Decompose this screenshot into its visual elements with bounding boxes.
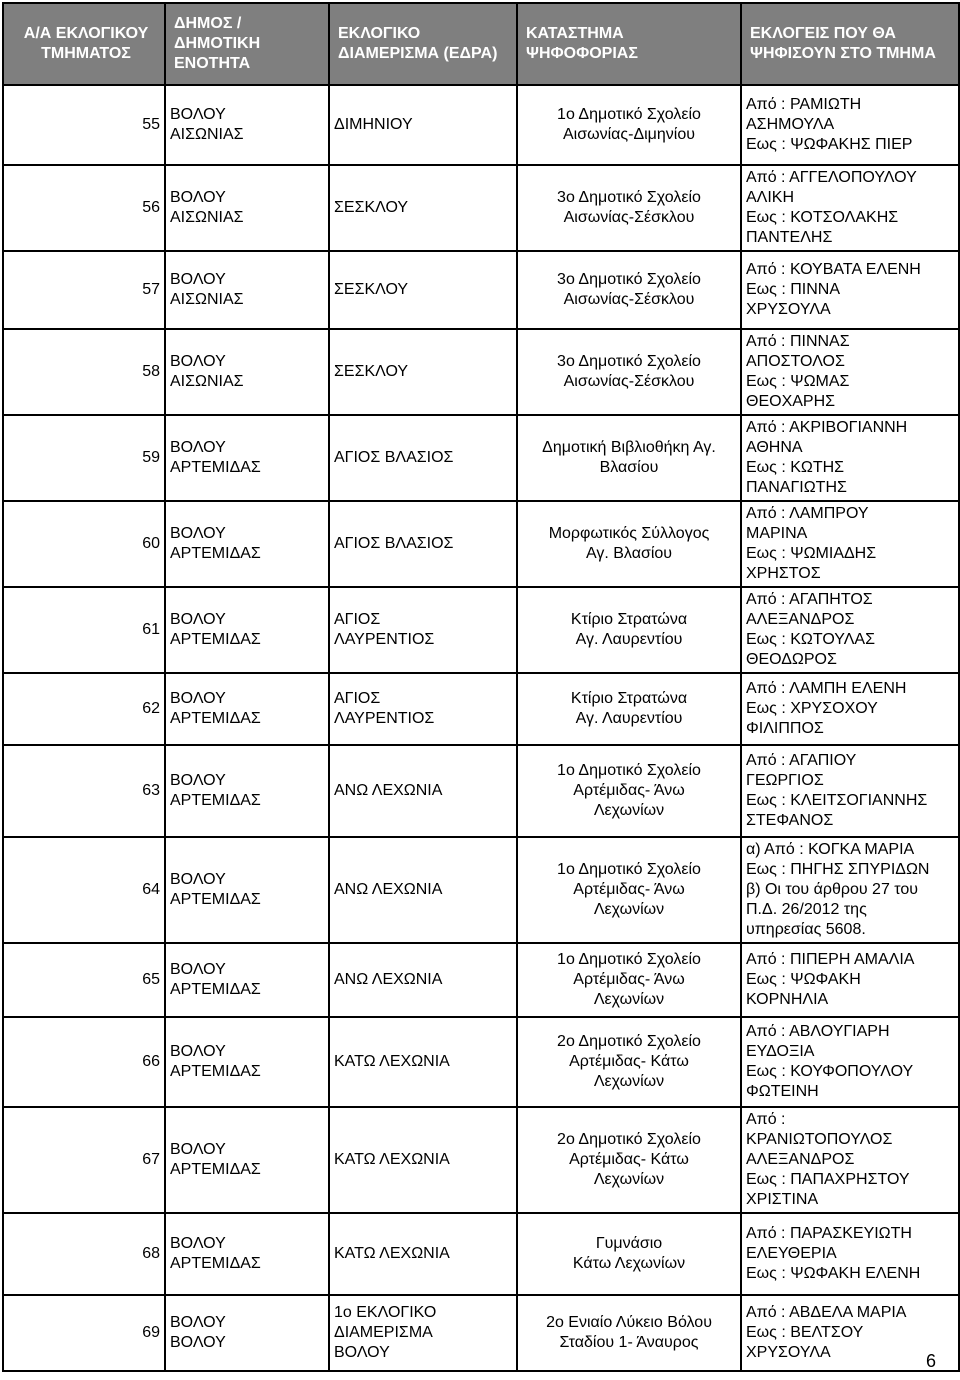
voters-range-line: Εως : ΨΩΜΑΣ [746,373,850,390]
municipality-cell [165,165,329,251]
polling-station-line: Βλασίου [599,459,659,476]
voters-range-line: ΧΡΙΣΤΙΝΑ [746,1191,819,1208]
municipality-line: ΑΡΤΕΜΙΔΑΣ [170,1063,261,1080]
municipality-line: ΒΟΛΟΥ [170,525,226,542]
voters-range-line: Εως : ΨΩΦΑΚΗ [746,971,861,988]
voters-range-line: β) Οι του άρθρου 27 του [746,881,919,898]
section-number-cell: 61 [3,587,165,673]
polling-station-cell [517,673,741,745]
electoral-district-cell [329,745,517,837]
voters-range-line: Εως : ΠΑΠΑΧΡΗΣΤΟΥ [746,1171,910,1188]
voters-range-line: ΦΩΤΕΙΝΗ [746,1083,819,1100]
section-number-cell: 66 [3,1017,165,1107]
section-number-cell: 57 [3,251,165,329]
table-row [3,587,959,673]
voters-range-line: ΧΡΗΣΤΟΣ [746,565,821,582]
polling-station-line: Αισωνίας-Σέσκλου [563,291,695,308]
municipality-line: ΑΙΣΩΝΙΑΣ [170,126,244,143]
voters-range-line: Από : ΠΑΡΑΣΚΕΥΙΩΤΗ [746,1225,912,1242]
voters-range-line: Από : ΑΒΛΟΥΓΙΑΡΗ [746,1023,890,1040]
voters-range-line: ΑΘΗΝΑ [746,439,803,456]
electoral-district-cell [329,85,517,165]
municipality-cell [165,587,329,673]
voters-range-line: Εως : ΨΩΦΑΚΗΣ ΠΙΕΡ [746,136,913,153]
table-row [3,745,959,837]
table-row [3,1213,959,1295]
municipality-line: ΑΙΣΩΝΙΑΣ [170,209,244,226]
voters-range-line: ΣΤΕΦΑΝΟΣ [746,812,834,829]
polling-station-cell [517,1213,741,1295]
voters-range-line: Από : [746,1111,786,1128]
municipality-line: ΑΡΤΕΜΙΔΑΣ [170,891,261,908]
polling-station-cell [517,415,741,501]
electoral-district-line: ΚΑΤΩ ΛΕΧΩΝΙΑ [334,1053,450,1070]
voters-range-line: ΜΑΡΙΝΑ [746,525,808,542]
section-number-cell: 69 [3,1295,165,1371]
table-row [3,943,959,1017]
electoral-district-cell [329,1017,517,1107]
electoral-district-line: ΔΙΑΜΕΡΙΣΜΑ [334,1324,433,1341]
section-number-cell: 55 [3,85,165,165]
municipality-line: ΒΟΛΟΥ [170,611,226,628]
polling-station-line: Αρτέμιδας- Άνω [573,881,685,898]
electoral-district-line: ΒΟΛΟΥ [334,1344,390,1361]
polling-station-cell [517,745,741,837]
municipality-line: ΒΟΛΟΥ [170,1141,226,1158]
electoral-district-cell [329,251,517,329]
voters-range-cell [741,415,959,501]
table-row [3,673,959,745]
voters-range-line: Εως : ΚΛΕΙΤΣΟΓΙΑΝΝΗΣ [746,792,928,809]
municipality-cell [165,1295,329,1371]
voters-range-line: ΚΡΑΝΙΩΤΟΠΟΥΛΟΣ [746,1131,893,1148]
electoral-district-cell [329,673,517,745]
voters-range-cell [741,1213,959,1295]
header-voters-range: ΕΚΛΟΓΕΙΣ ΠΟΥ ΘΑ ΨΗΦΙΣΟΥΝ ΣΤΟ ΤΜΗΜΑ [741,3,959,85]
electoral-district-cell [329,1295,517,1371]
electoral-district-line: ΣΕΣΚΛΟΥ [334,199,409,216]
electoral-district-line: ΑΓΙΟΣ ΒΛΑΣΙΟΣ [334,449,454,466]
voters-range-line: ΑΠΟΣΤΟΛΟΣ [746,353,845,370]
polling-station-line: Αρτέμιδας- Κάτω [569,1151,689,1168]
voters-range-line: Από : ΛΑΜΠΡΟΥ [746,505,869,522]
municipality-line: ΒΟΛΟΥ [170,189,226,206]
polling-station-line: Λεχωνίων [593,991,665,1008]
voters-range-cell [741,745,959,837]
voters-range-cell [741,85,959,165]
voters-range-cell [741,837,959,943]
polling-station-cell [517,165,741,251]
polling-station-line: 2ο Δημοτικό Σχολείο [557,1131,701,1148]
municipality-cell [165,501,329,587]
municipality-cell [165,1017,329,1107]
electoral-district-line: ΑΓΙΟΣ ΒΛΑΣΙΟΣ [334,535,454,552]
table-row [3,1017,959,1107]
municipality-line: ΑΙΣΩΝΙΑΣ [170,373,244,390]
municipality-cell [165,329,329,415]
electoral-district-line: ΣΕΣΚΛΟΥ [334,281,409,298]
polling-station-line: 3ο Δημοτικό Σχολείο [557,353,701,370]
table-header-row [3,3,959,85]
polling-station-line: Κτίριο Στρατώνα [570,611,688,628]
municipality-cell [165,745,329,837]
voters-range-line: Εως : ΧΡΥΣΟΧΟΥ [746,700,878,717]
table-row [3,501,959,587]
voters-range-line: ΓΕΩΡΓΙΟΣ [746,772,824,789]
section-number-cell: 56 [3,165,165,251]
voters-range-cell [741,943,959,1017]
voters-range-line: Από : ΠΙΝΝΑΣ [746,333,850,350]
section-number-cell: 64 [3,837,165,943]
polling-station-line: Αισωνίας-Σέσκλου [563,373,695,390]
electoral-district-cell [329,415,517,501]
polling-station-line: 2ο Ενιαίο Λύκειο Βόλου [546,1314,712,1331]
voters-range-line: Εως : ΚΩΤΟΥΛΑΣ [746,631,875,648]
voters-range-cell [741,329,959,415]
electoral-district-line: ΑΝΩ ΛΕΧΩΝΙΑ [334,881,443,898]
polling-station-line: Λεχωνίων [593,901,665,918]
voters-range-line: Εως : ΚΩΤΗΣ [746,459,845,476]
municipality-line: ΒΟΛΟΥ [170,271,226,288]
electoral-district-cell [329,1107,517,1213]
polling-station-cell [517,1017,741,1107]
electoral-district-cell [329,837,517,943]
voters-range-line: Εως : ΨΩΜΙΑΔΗΣ [746,545,877,562]
electoral-district-cell [329,1213,517,1295]
municipality-line: ΑΡΤΕΜΙΔΑΣ [170,710,261,727]
polling-sections-table [2,2,960,1372]
polling-station-line: Λεχωνίων [593,1073,665,1090]
electoral-district-line: ΚΑΤΩ ΛΕΧΩΝΙΑ [334,1245,450,1262]
voters-range-line: ΑΣΗΜΟΥΛΑ [746,116,835,133]
table-row [3,85,959,165]
voters-range-line: υπηρεσίας 5608. [746,921,866,938]
polling-station-cell [517,85,741,165]
electoral-district-line: ΔΙΜΗΝΙΟΥ [334,116,413,133]
polling-station-line: 3ο Δημοτικό Σχολείο [557,271,701,288]
polling-station-cell [517,837,741,943]
polling-station-cell [517,587,741,673]
table-row [3,329,959,415]
polling-station-line: 2ο Δημοτικό Σχολείο [557,1033,701,1050]
electoral-district-cell [329,587,517,673]
municipality-cell [165,1107,329,1213]
polling-station-cell [517,943,741,1017]
polling-station-line: Αισωνίας-Διμηνίου [563,126,695,143]
voters-range-line: ΠΑΝΤΕΛΗΣ [746,229,833,246]
polling-station-line: Αρτέμιδας- Άνω [573,782,685,799]
voters-range-line: Από : ΡΑΜΙΩΤΗ [746,96,862,113]
polling-station-line: Σταδίου 1- Άναυρος [559,1334,699,1351]
header-polling-station: ΚΑΤΑΣΤΗΜΑ ΨΗΦΟΦΟΡΙΑΣ [517,3,741,85]
electoral-district-line: ΛΑΥΡΕΝΤΙΟΣ [334,710,435,727]
voters-range-cell [741,587,959,673]
polling-station-line: Λεχωνίων [593,802,665,819]
voters-range-line: Από : ΑΚΡΙΒΟΓΙΑΝΝΗ [746,419,908,436]
polling-station-line: 1ο Δημοτικό Σχολείο [557,762,701,779]
polling-station-line: Δημοτική Βιβλιοθήκη Αγ. [542,439,716,456]
municipality-cell [165,673,329,745]
voters-range-cell [741,673,959,745]
voters-range-line: ΑΛΕΞΑΝΔΡΟΣ [746,611,855,628]
voters-range-line: Από : ΑΓΓΕΛΟΠΟΥΛΟΥ [746,169,917,186]
municipality-line: ΑΡΤΕΜΙΔΑΣ [170,792,261,809]
polling-station-cell [517,1107,741,1213]
polling-station-line: Αισωνίας-Σέσκλου [563,209,695,226]
polling-station-line: Αγ. Βλασίου [585,545,673,562]
voters-range-line: ΦΙΛΙΠΠΟΣ [746,720,824,737]
voters-range-line: ΧΡΥΣΟΥΛΑ [746,301,831,318]
voters-range-line: Π.Δ. 26/2012 της [746,901,867,918]
voters-range-line: Από : ΑΓΑΠΗΤΟΣ [746,591,873,608]
polling-station-cell [517,501,741,587]
municipality-cell [165,415,329,501]
electoral-district-line: ΑΝΩ ΛΕΧΩΝΙΑ [334,971,443,988]
polling-station-line: Αρτέμιδας- Κάτω [569,1053,689,1070]
municipality-cell [165,251,329,329]
municipality-line: ΒΟΛΟΥ [170,690,226,707]
municipality-line: ΒΟΛΟΥ [170,961,226,978]
municipality-line: ΒΟΛΟΥ [170,353,226,370]
table-row [3,251,959,329]
voters-range-cell [741,501,959,587]
voters-range-cell [741,1017,959,1107]
voters-range-cell [741,165,959,251]
voters-range-line: ΘΕΟΔΩΡΟΣ [746,651,837,668]
section-number-cell: 58 [3,329,165,415]
table-body [3,85,959,1371]
polling-station-cell [517,329,741,415]
voters-range-line: Εως : ΠΗΓΗΣ ΣΠΥΡΙΔΩΝ [746,861,930,878]
polling-station-line: Λεχωνίων [593,1171,665,1188]
polling-station-cell [517,1295,741,1371]
header-electoral-district: ΕΚΛΟΓΙΚΟ ΔΙΑΜΕΡΙΣΜΑ (ΕΔΡΑ) [329,3,517,85]
voters-range-cell [741,251,959,329]
polling-station-line: Αγ. Λαυρεντίου [575,631,683,648]
municipality-line: ΑΡΤΕΜΙΔΑΣ [170,981,261,998]
electoral-district-line: ΛΑΥΡΕΝΤΙΟΣ [334,631,435,648]
electoral-district-line: ΣΕΣΚΛΟΥ [334,363,409,380]
section-number-cell: 63 [3,745,165,837]
section-number-cell: 68 [3,1213,165,1295]
polling-station-line: Αρτέμιδας- Άνω [573,971,685,988]
voters-range-line: Από : ΑΓΑΠΙΟΥ [746,752,857,769]
municipality-line: ΒΟΛΟΥ [170,1314,226,1331]
polling-station-line: Κτίριο Στρατώνα [570,690,688,707]
polling-station-line: Κάτω Λεχωνίων [572,1255,686,1272]
polling-station-line: 3ο Δημοτικό Σχολείο [557,189,701,206]
municipality-line: ΑΡΤΕΜΙΔΑΣ [170,459,261,476]
voters-range-line: ΕΥΔΟΞΙΑ [746,1043,815,1060]
municipality-line: ΒΟΛΟΥ [170,1043,226,1060]
electoral-district-line: ΑΓΙΟΣ [334,690,381,707]
municipality-line: ΑΡΤΕΜΙΔΑΣ [170,1161,261,1178]
voters-range-line: ΘΕΟΧΑΡΗΣ [746,393,836,410]
section-number-cell: 60 [3,501,165,587]
polling-station-line: Γυμνάσιο [595,1235,663,1252]
municipality-line: ΑΙΣΩΝΙΑΣ [170,291,244,308]
polling-station-line: Μορφωτικός Σύλλογος [548,525,710,542]
voters-range-line: ΕΛΕΥΘΕΡΙΑ [746,1245,837,1262]
municipality-line: ΒΟΛΟΥ [170,439,226,456]
voters-range-line: Εως : ΚΟΥΦΟΠΟΥΛΟΥ [746,1063,914,1080]
voters-range-line: α) Από : ΚΟΓΚΑ ΜΑΡΙΑ [746,841,915,858]
table-row [3,165,959,251]
municipality-line: ΒΟΛΟΥ [170,106,226,123]
voters-range-line: Από : ΑΒΔΕΛΑ ΜΑΡΙΑ [746,1304,907,1321]
page-number: 6 [925,1351,936,1371]
municipality-line: ΒΟΛΟΥ [170,871,226,888]
electoral-district-line: 1ο ΕΚΛΟΓΙΚΟ [334,1304,437,1321]
voters-range-line: Εως : ΒΕΛΤΣΟΥ [746,1324,864,1341]
polling-station-line: Αγ. Λαυρεντίου [575,710,683,727]
voters-range-line: ΠΑΝΑΓΙΩΤΗΣ [746,479,847,496]
table-row [3,1295,959,1371]
header-municipality: ΔΗΜΟΣ / ΔΗΜΟΤΙΚΗ ΕΝΟΤΗΤΑ [165,3,329,85]
section-number-cell: 59 [3,415,165,501]
voters-range-line: ΧΡΥΣΟΥΛΑ [746,1344,831,1361]
municipality-line: ΒΟΛΟΥ [170,1235,226,1252]
municipality-line: ΑΡΤΕΜΙΔΑΣ [170,1255,261,1272]
electoral-district-line: ΑΓΙΟΣ [334,611,381,628]
table-row [3,837,959,943]
polling-station-cell [517,251,741,329]
municipality-line: ΑΡΤΕΜΙΔΑΣ [170,631,261,648]
section-number-cell: 67 [3,1107,165,1213]
voters-range-line: Εως : ΚΟΤΣΟΛΑΚΗΣ [746,209,899,226]
voters-range-line: Από : ΚΟΥΒΑΤΑ ΕΛΕΝΗ [746,261,921,278]
municipality-cell [165,85,329,165]
section-number-cell: 62 [3,673,165,745]
electoral-district-cell [329,943,517,1017]
voters-range-line: Εως : ΨΩΦΑΚΗ ΕΛΕΝΗ [746,1265,921,1282]
voters-range-line: Από : ΛΑΜΠΗ ΕΛΕΝΗ [746,680,907,697]
voters-range-line: Από : ΠΙΠΕΡΗ ΑΜΑΛΙΑ [746,951,915,968]
electoral-district-cell [329,329,517,415]
municipality-line: ΒΟΛΟΥ [170,1334,226,1351]
municipality-cell [165,1213,329,1295]
section-number-cell: 65 [3,943,165,1017]
voters-range-line: ΑΛΕΞΑΝΔΡΟΣ [746,1151,855,1168]
polling-station-line: 1ο Δημοτικό Σχολείο [557,951,701,968]
table-row [3,1107,959,1213]
voters-range-line: ΑΛΙΚΗ [746,189,795,206]
table-row [3,415,959,501]
electoral-district-line: ΚΑΤΩ ΛΕΧΩΝΙΑ [334,1151,450,1168]
municipality-cell [165,943,329,1017]
municipality-cell [165,837,329,943]
polling-station-line: 1ο Δημοτικό Σχολείο [557,861,701,878]
voters-range-cell [741,1107,959,1213]
header-section-number: Α/Α ΕΚΛΟΓΙΚΟΥ ΤΜΗΜΑΤΟΣ [3,3,165,85]
polling-station-line: 1ο Δημοτικό Σχολείο [557,106,701,123]
electoral-district-cell [329,165,517,251]
voters-range-line: Εως : ΠΙΝΝΑ [746,281,840,298]
voters-range-line: ΚΟΡΝΗΛΙΑ [746,991,829,1008]
electoral-district-line: ΑΝΩ ΛΕΧΩΝΙΑ [334,782,443,799]
municipality-line: ΒΟΛΟΥ [170,772,226,789]
municipality-line: ΑΡΤΕΜΙΔΑΣ [170,545,261,562]
electoral-district-cell [329,501,517,587]
